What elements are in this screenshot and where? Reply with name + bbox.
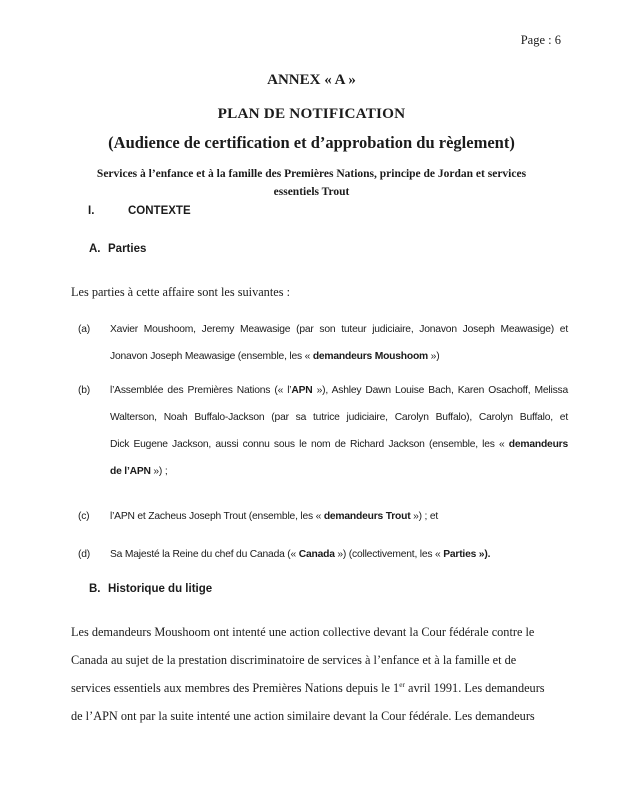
party-item-c [78, 503, 568, 530]
page-number-label: Page : 6 [520, 33, 561, 47]
title-audience: (Audience de certification et d’approbation du règlement) [108, 133, 515, 152]
party-item-a [78, 316, 568, 370]
section-number: I. [88, 205, 95, 217]
title-plan: PLAN DE NOTIFICATION [217, 105, 406, 122]
subsection-letter: B. [89, 583, 101, 595]
title-annex: ANNEX « A » [267, 72, 356, 88]
item-marker: (a) [78, 324, 90, 335]
party-item-b [78, 377, 568, 485]
history-paragraph: Les demandeurs Moushoom ont intenté une action collective devant la Cour fédérale contre le Canada au sujet de la prestation discriminatoire de services à l’enfance et à la famille et de services essentiels aux membres des Premières Nations depuis le 1er avril 1991. Les demandeurs de l’APN ont par la suite intenté une action similaire devant la Cour fédérale. Les demandeurs [71, 625, 545, 723]
item-text: l’Assemblée des Premières Nations (« l’APN »), Ashley Dawn Louise Bach, Karen Osachoff, Melissa Walterson, Noah Buffalo-Jackson (par sa tutrice judiciaire, Carolyn Buffalo), Carolyn Buffalo, et Dick Eugene Jackson, aussi connu sous le nom de Richard Jackson (ensemble, les « demandeurs de l’APN ») ; [110, 385, 568, 477]
item-marker: (b) [78, 385, 90, 396]
section-heading-contexte [88, 205, 191, 217]
item-marker: (d) [78, 549, 90, 560]
section-title: CONTEXTE [128, 205, 191, 217]
subsection-heading-historique [89, 583, 212, 595]
item-marker: (c) [78, 511, 90, 522]
subsection-title: Parties [108, 243, 147, 255]
subsection-letter: A. [89, 243, 101, 255]
item-text: Sa Majesté la Reine du chef du Canada (« Canada ») (collectivement, les « Parties »). [110, 549, 491, 560]
item-text: Xavier Moushoom, Jeremy Meawasige (par son tuteur judiciaire, Jonavon Joseph Meawasige) et Jonavon Joseph Meawasige (ensemble, les « demandeurs Moushoom ») [110, 324, 568, 362]
intro-text: Les parties à cette affaire sont les suivantes : [71, 285, 290, 299]
subsection-heading-parties [89, 243, 146, 255]
party-item-d [78, 541, 568, 568]
subsection-title: Historique du litige [108, 583, 213, 595]
item-text: l’APN et Zacheus Joseph Trout (ensemble, les « demandeurs Trout ») ; et [110, 511, 439, 522]
document-subtitle: Services à l’enfance et à la famille des Premières Nations, principe de Jordan et services essentiels Trout [96, 168, 527, 198]
